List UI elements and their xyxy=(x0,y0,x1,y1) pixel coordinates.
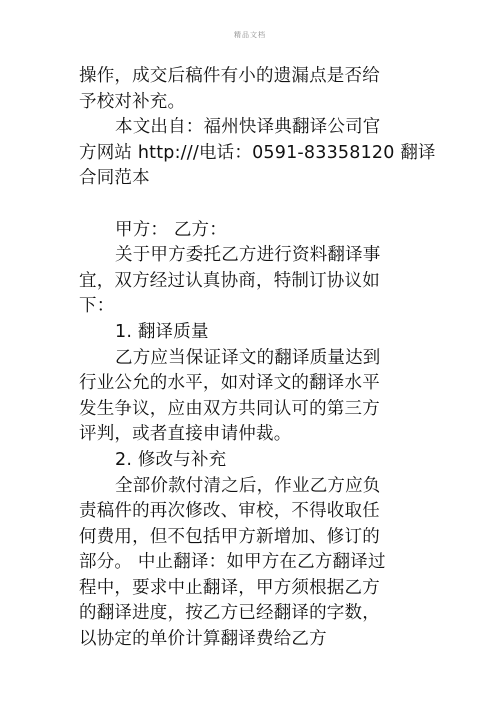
text-line: 责稿件的再次修改、审校，不得收取任 xyxy=(79,501,380,522)
text-line: 何费用，但不包括甲方新增加、修订的 xyxy=(79,526,380,547)
section-heading: 1. 翻译质量 xyxy=(115,321,209,342)
text-line: 部分。 中止翻译：如甲方在乙方翻译过 xyxy=(79,552,386,573)
header-watermark: 精品文档 xyxy=(234,31,266,39)
text-line: 宜，双方经过认真协商，特制订协议如 xyxy=(79,270,380,291)
text-line: 以协定的单价计算翻译费给乙方 xyxy=(79,629,327,650)
parties-line: 甲方： 乙方： xyxy=(115,219,227,240)
text-line: 合同范本 xyxy=(79,168,150,189)
text-line: 本文出自：福州快译典翻译公司官 xyxy=(115,117,381,138)
text-line: 全部价款付清之后，作业乙方应负 xyxy=(115,475,381,496)
text-line: 操作，成交后稿件有小的遗漏点是否给 xyxy=(79,66,380,86)
text-line: 程中，要求中止翻译，甲方须根据乙方 xyxy=(79,577,380,598)
text-line: 予校对补充。 xyxy=(79,91,186,112)
text-line: 乙方应当保证译文的翻译质量达到 xyxy=(115,347,381,368)
text-line: 的翻译进度，按乙方已经翻译的字数， xyxy=(79,603,380,624)
document-body xyxy=(79,64,436,653)
text-line: 下： xyxy=(79,296,115,317)
text-line: 关于甲方委托乙方进行资料翻译事 xyxy=(115,245,381,266)
text-line: 行业公允的水平，如对译文的翻译水平 xyxy=(79,373,380,394)
section-heading: 2. 修改与补充 xyxy=(115,449,227,470)
text-line: 方网站 http:///电话：0591-83358120 翻译 xyxy=(79,142,436,163)
blank-line xyxy=(79,192,429,218)
text-line: 发生争议，应由双方共同认可的第三方 xyxy=(79,398,380,419)
text-line: 评判，或者直接申请仲裁。 xyxy=(79,424,292,445)
